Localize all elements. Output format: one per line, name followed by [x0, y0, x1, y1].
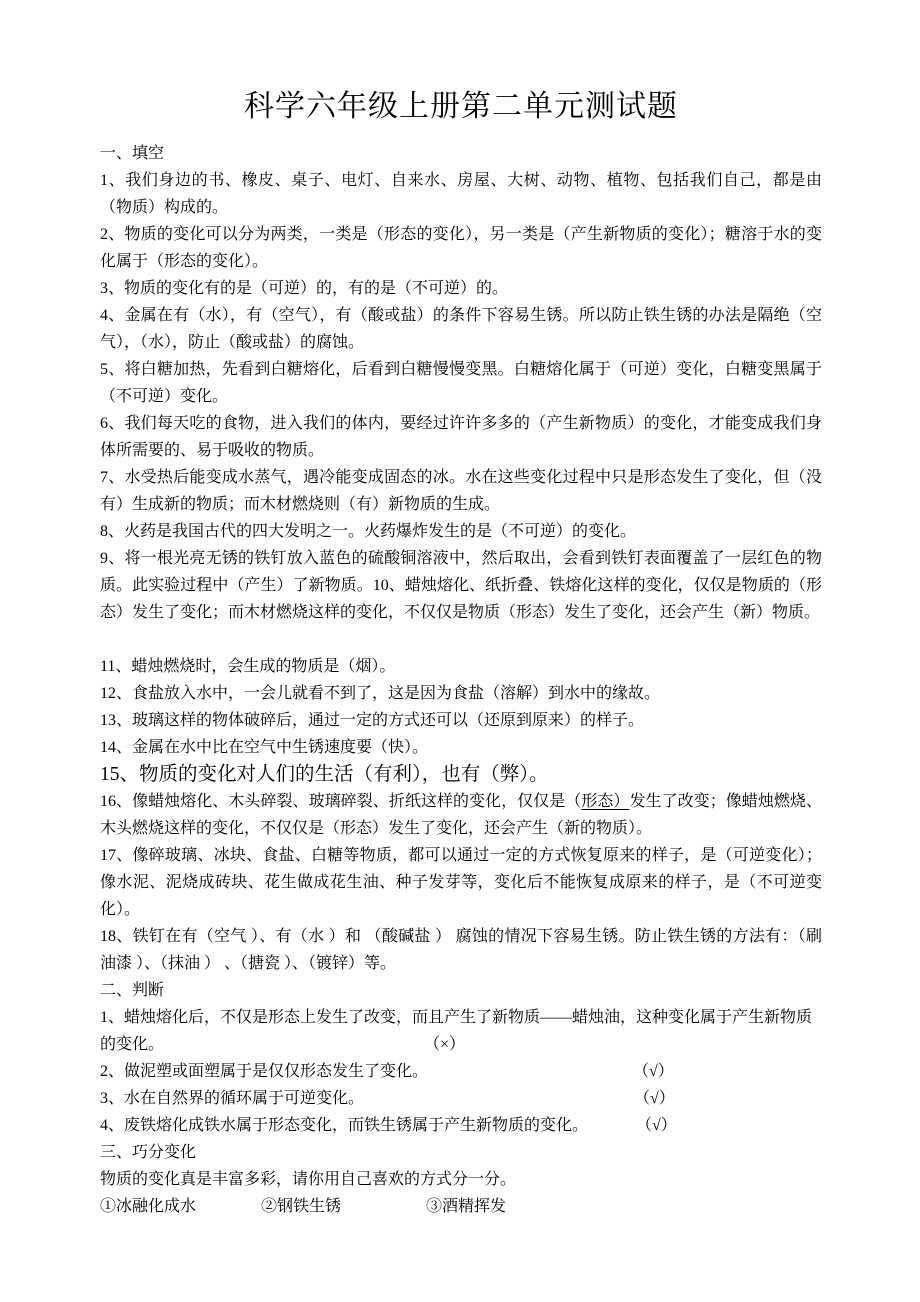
judgment-item-2	[100, 1058, 822, 1085]
section-fill	[100, 140, 822, 977]
section-judgment-heading: 二、判断	[100, 982, 165, 999]
blank-line	[100, 626, 822, 653]
fill-item-16-post: 发生了改变；像蜡烛燃烧、木头燃烧这样的变化，不仅仅是（形态）发生了变化，还会产生（新的物质）。	[100, 793, 822, 837]
fill-item-16-underlined: 形态）	[581, 793, 630, 810]
classify-option-3: ③酒精挥发	[426, 1198, 507, 1215]
fill-item-17: 17、像碎玻璃、冰块、食盐、白糖等物质，都可以通过一定的方式恢复原来的样子，是（可逆变化）；像水泥、泥烧成砖块、花生做成花生油、种子发芽等，变化后不能恢复成原来的样子，是（不可逆变化）。	[100, 847, 822, 918]
fill-item-6: 6、我们每天吃的食物，进入我们的体内，要经过许许多多的（产生新物质）的变化，才能变成我们身体所需要的、易于吸收的物质。	[100, 415, 822, 459]
judgment-item-4-text: 4、废铁熔化成铁水属于形态变化，而铁生锈属于产生新物质的变化。	[100, 1117, 589, 1134]
fill-item-13: 13、玻璃这样的物体破碎后，通过一定的方式还可以（还原到原来）的样子。	[100, 712, 645, 729]
fill-item-15: 15、物质的变化对人们的生活（有利），也有（弊）。	[100, 764, 549, 785]
fill-item-18: 18、铁钉在有（空气 ）、有（水 ）和 （酸碱盐 ） 腐蚀的情况下容易生锈。防止铁生锈的方法有：（刷油漆 ）、（抹油 ） 、（搪瓷 ）、（镀锌）等。	[100, 928, 822, 972]
fill-item-1: 1、我们身边的书、橡皮、桌子、电灯、自来水、房屋、大树、动物、植物、包括我们自己，都是由（物质）构成的。	[100, 172, 822, 216]
judgment-item-1-text: 1、蜡烛熔化后，不仅是形态上发生了改变，而且产生了新物质——蜡烛油，这种变化属于产生新物质的变化。	[100, 1009, 813, 1053]
fill-item-8: 8、火药是我国古代的四大发明之一。火药爆炸发生的是（不可逆）的变化。	[100, 523, 637, 540]
classify-option-1: ①冰融化成水	[100, 1198, 197, 1215]
judgment-item-3-text: 3、水在自然界的循环属于可逆变化。	[100, 1090, 365, 1107]
judgment-item-3	[100, 1085, 822, 1112]
fill-item-16	[100, 788, 822, 842]
classify-options	[100, 1193, 822, 1220]
section-classify-heading: 三、巧分变化	[100, 1144, 197, 1161]
fill-item-2: 2、物质的变化可以分为两类，一类是（形态的变化），另一类是（产生新物质的变化）；糖溶于水的变化属于（形态的变化）。	[100, 226, 822, 270]
fill-item-9-10: 9、将一根光亮无锈的铁钉放入蓝色的硫酸铜溶液中，然后取出，会看到铁钉表面覆盖了一层红色的物质。此实验过程中（产生）了新物质。10、蜡烛熔化、纸折叠、铁熔化这样的变化，仅仅是物质的（形态）发生了变化；而木材燃烧这样的变化，不仅仅是物质（形态）发生了变化，还会产生（新）物质。	[100, 550, 822, 621]
fill-item-5: 5、将白糖加热，先看到白糖熔化，后看到白糖慢慢变黑。白糖熔化属于（可逆）变化，白糖变黑属于（不可逆）变化。	[100, 361, 822, 405]
fill-item-14: 14、金属在水中比在空气中生锈速度要（快）。	[100, 739, 429, 756]
fill-item-11: 11、蜡烛燃烧时，会生成的物质是（烟）。	[100, 658, 396, 675]
fill-item-4: 4、金属在有（水），有（空气），有（酸或盐）的条件下容易生锈。所以防止铁生锈的办法是隔绝（空气），（水），防止（酸或盐）的腐蚀。	[100, 307, 822, 351]
judgment-answer-2: （√）	[633, 1063, 674, 1080]
fill-item-12: 12、食盐放入水中，一会儿就看不到了，这是因为食盐（溶解）到水中的缘故。	[100, 685, 661, 702]
section-judgment	[100, 977, 822, 1139]
judgment-answer-3: （√）	[634, 1090, 675, 1107]
fill-item-3: 3、物质的变化有的是（可逆）的，有的是（不可逆）的。	[100, 280, 509, 297]
judgment-item-4	[100, 1112, 822, 1139]
judgment-item-1	[100, 1004, 822, 1058]
classify-option-2: ②钢铁生锈	[261, 1198, 342, 1215]
page-title: 科学六年级上册第二单元测试题	[244, 90, 678, 123]
fill-item-16-pre: 16、像蜡烛熔化、木头碎裂、玻璃碎裂、折纸这样的变化，仅仅是（	[100, 793, 582, 810]
judgment-answer-1: （×）	[424, 1036, 466, 1053]
judgment-item-2-text: 2、做泥塑或面塑属于是仅仅形态发生了变化。	[100, 1063, 429, 1080]
section-fill-heading: 一、填空	[100, 145, 165, 162]
classify-intro: 物质的变化真是丰富多彩，请你用自己喜欢的方式分一分。	[100, 1171, 517, 1188]
section-classify	[100, 1139, 822, 1220]
fill-item-7: 7、水受热后能变成水蒸气，遇冷能变成固态的冰。水在这些变化过程中只是形态发生了变化，但（没有）生成新的物质；而木材燃烧则（有）新物质的生成。	[100, 469, 822, 513]
judgment-answer-4: （√）	[636, 1117, 677, 1134]
